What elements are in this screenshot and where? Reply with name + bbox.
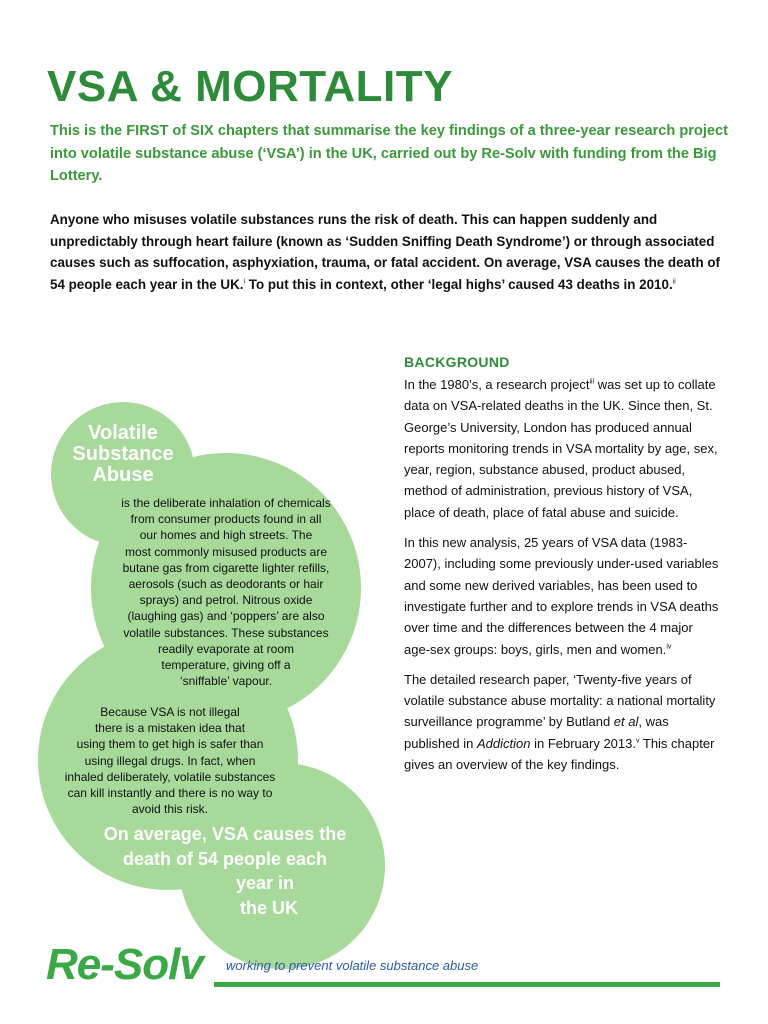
lead-text-part1: Anyone who misuses volatile substances runs the risk of death. This can happen suddenly and unpredictably through heart failure (known as ‘Sudden Sniffing Death Syndrome’) or through associated causes such as suffocation, asphyxiation, trauma, or fatal accident. On average, VSA causes the death of 54 people each year in the UK. — [50, 212, 720, 292]
text-run: This chapter gives an overview of the key findings. — [404, 735, 715, 773]
bubble-line: butane gas from cigarette lighter refills, — [122, 560, 330, 575]
background-heading: BACKGROUND — [404, 354, 510, 370]
italic-text: et al — [613, 714, 639, 730]
text-run: in February 2013. — [530, 735, 636, 751]
bubble-line: temperature, giving off a — [161, 658, 291, 673]
statistic-line: death of 54 people each — [122, 848, 328, 869]
bubble-line: is the deliberate inhalation of chemicals — [121, 496, 331, 510]
bubble-statistic — [80, 822, 370, 920]
bubble-line: from consumer products found in all — [130, 512, 322, 527]
bubble-line: (laughing gas) and ‘poppers’ are also — [127, 609, 325, 624]
bubble-line: sprays) and petrol. Nitrous oxide — [139, 593, 313, 608]
bubble-heading-line: Volatile — [88, 422, 158, 444]
bubble-heading-line: Abuse — [92, 464, 154, 486]
bubble-heading-line: Substance — [72, 443, 174, 465]
bubble-definition — [96, 495, 356, 689]
statistic-line: On average, VSA causes the — [103, 824, 347, 844]
bubble-line: using them to get high is safer than — [76, 737, 264, 752]
bubble-line: can kill instantly and there is no way to — [67, 786, 273, 801]
bubble-line: Because VSA is not illegal — [100, 705, 240, 719]
intro-paragraph: This is the FIRST of SIX chapters that summarise the key findings of a three-year research project into volatile substance abuse (‘VSA’) in the UK, carried out by Re-Solv with funding from the Big Lottery. — [50, 123, 728, 184]
footer-tagline: working to prevent volatile substance abuse — [226, 958, 479, 973]
footnote-ref: i — [243, 278, 246, 286]
bubble-line: aerosols (such as deodorants or hair — [128, 577, 324, 592]
lead-text-part2: To put this in context, other ‘legal highs’ caused 43 deaths in 2010. — [245, 276, 673, 292]
text-run: In the 1980’s, a research project — [404, 377, 590, 392]
text-run: , was published in — [404, 714, 669, 751]
bubble-line: there is a mistaken idea that — [94, 721, 246, 736]
page-title: VSA & MORTALITY — [47, 62, 453, 111]
text-run: The detailed research paper, ‘Twenty-five years of volatile substance abuse mortality: a national mortality surveillance programme’ by Butland — [404, 671, 716, 730]
bubble-line: readily evaporate at room — [157, 641, 295, 656]
footnote-ref: v — [636, 737, 640, 745]
statistic-line: the UK — [240, 897, 298, 918]
bubble-line: using illegal drugs. In fact, when — [84, 753, 256, 768]
bubble-heading — [52, 423, 194, 486]
bubble-line: our homes and high streets. The — [139, 528, 313, 543]
footnote-ref: iv — [666, 643, 672, 651]
bubble-warning — [40, 704, 300, 817]
bubble-line: avoid this risk. — [131, 802, 209, 817]
resolv-logo: Re-Solv — [46, 940, 203, 989]
journal-name: Addiction — [477, 735, 531, 751]
bubble-line: most commonly misused products are — [124, 544, 328, 559]
bubble-line: inhaled deliberately, volatile substances — [64, 769, 276, 784]
statistic-line: year in — [235, 873, 295, 893]
footer-rule — [214, 982, 720, 987]
bubble-line: ‘sniffable’ vapour. — [179, 674, 273, 689]
footnote-ref: iii — [589, 378, 595, 386]
text-run: was set up to collate data on VSA-related deaths in the UK. Since then, St. George’s University, London has produced annual reports monitoring trends in VSA mortality by age, sex, year, region, substance abused, product abused, method of administration, previous history of VSA, place of death, place of fatal abuse and suicide. — [404, 377, 718, 520]
text-run: In this new analysis, 25 years of VSA data (1983-2007), including some previously under-used variables and some new derived variables, has been used to investigate further and to explore trends in VSA deaths over time and the differences between the 4 major age-sex groups: boys, girls, men and women. — [404, 535, 719, 657]
footnote-ref: ii — [672, 278, 676, 286]
bubble-line: volatile substances. These substances — [123, 625, 329, 640]
